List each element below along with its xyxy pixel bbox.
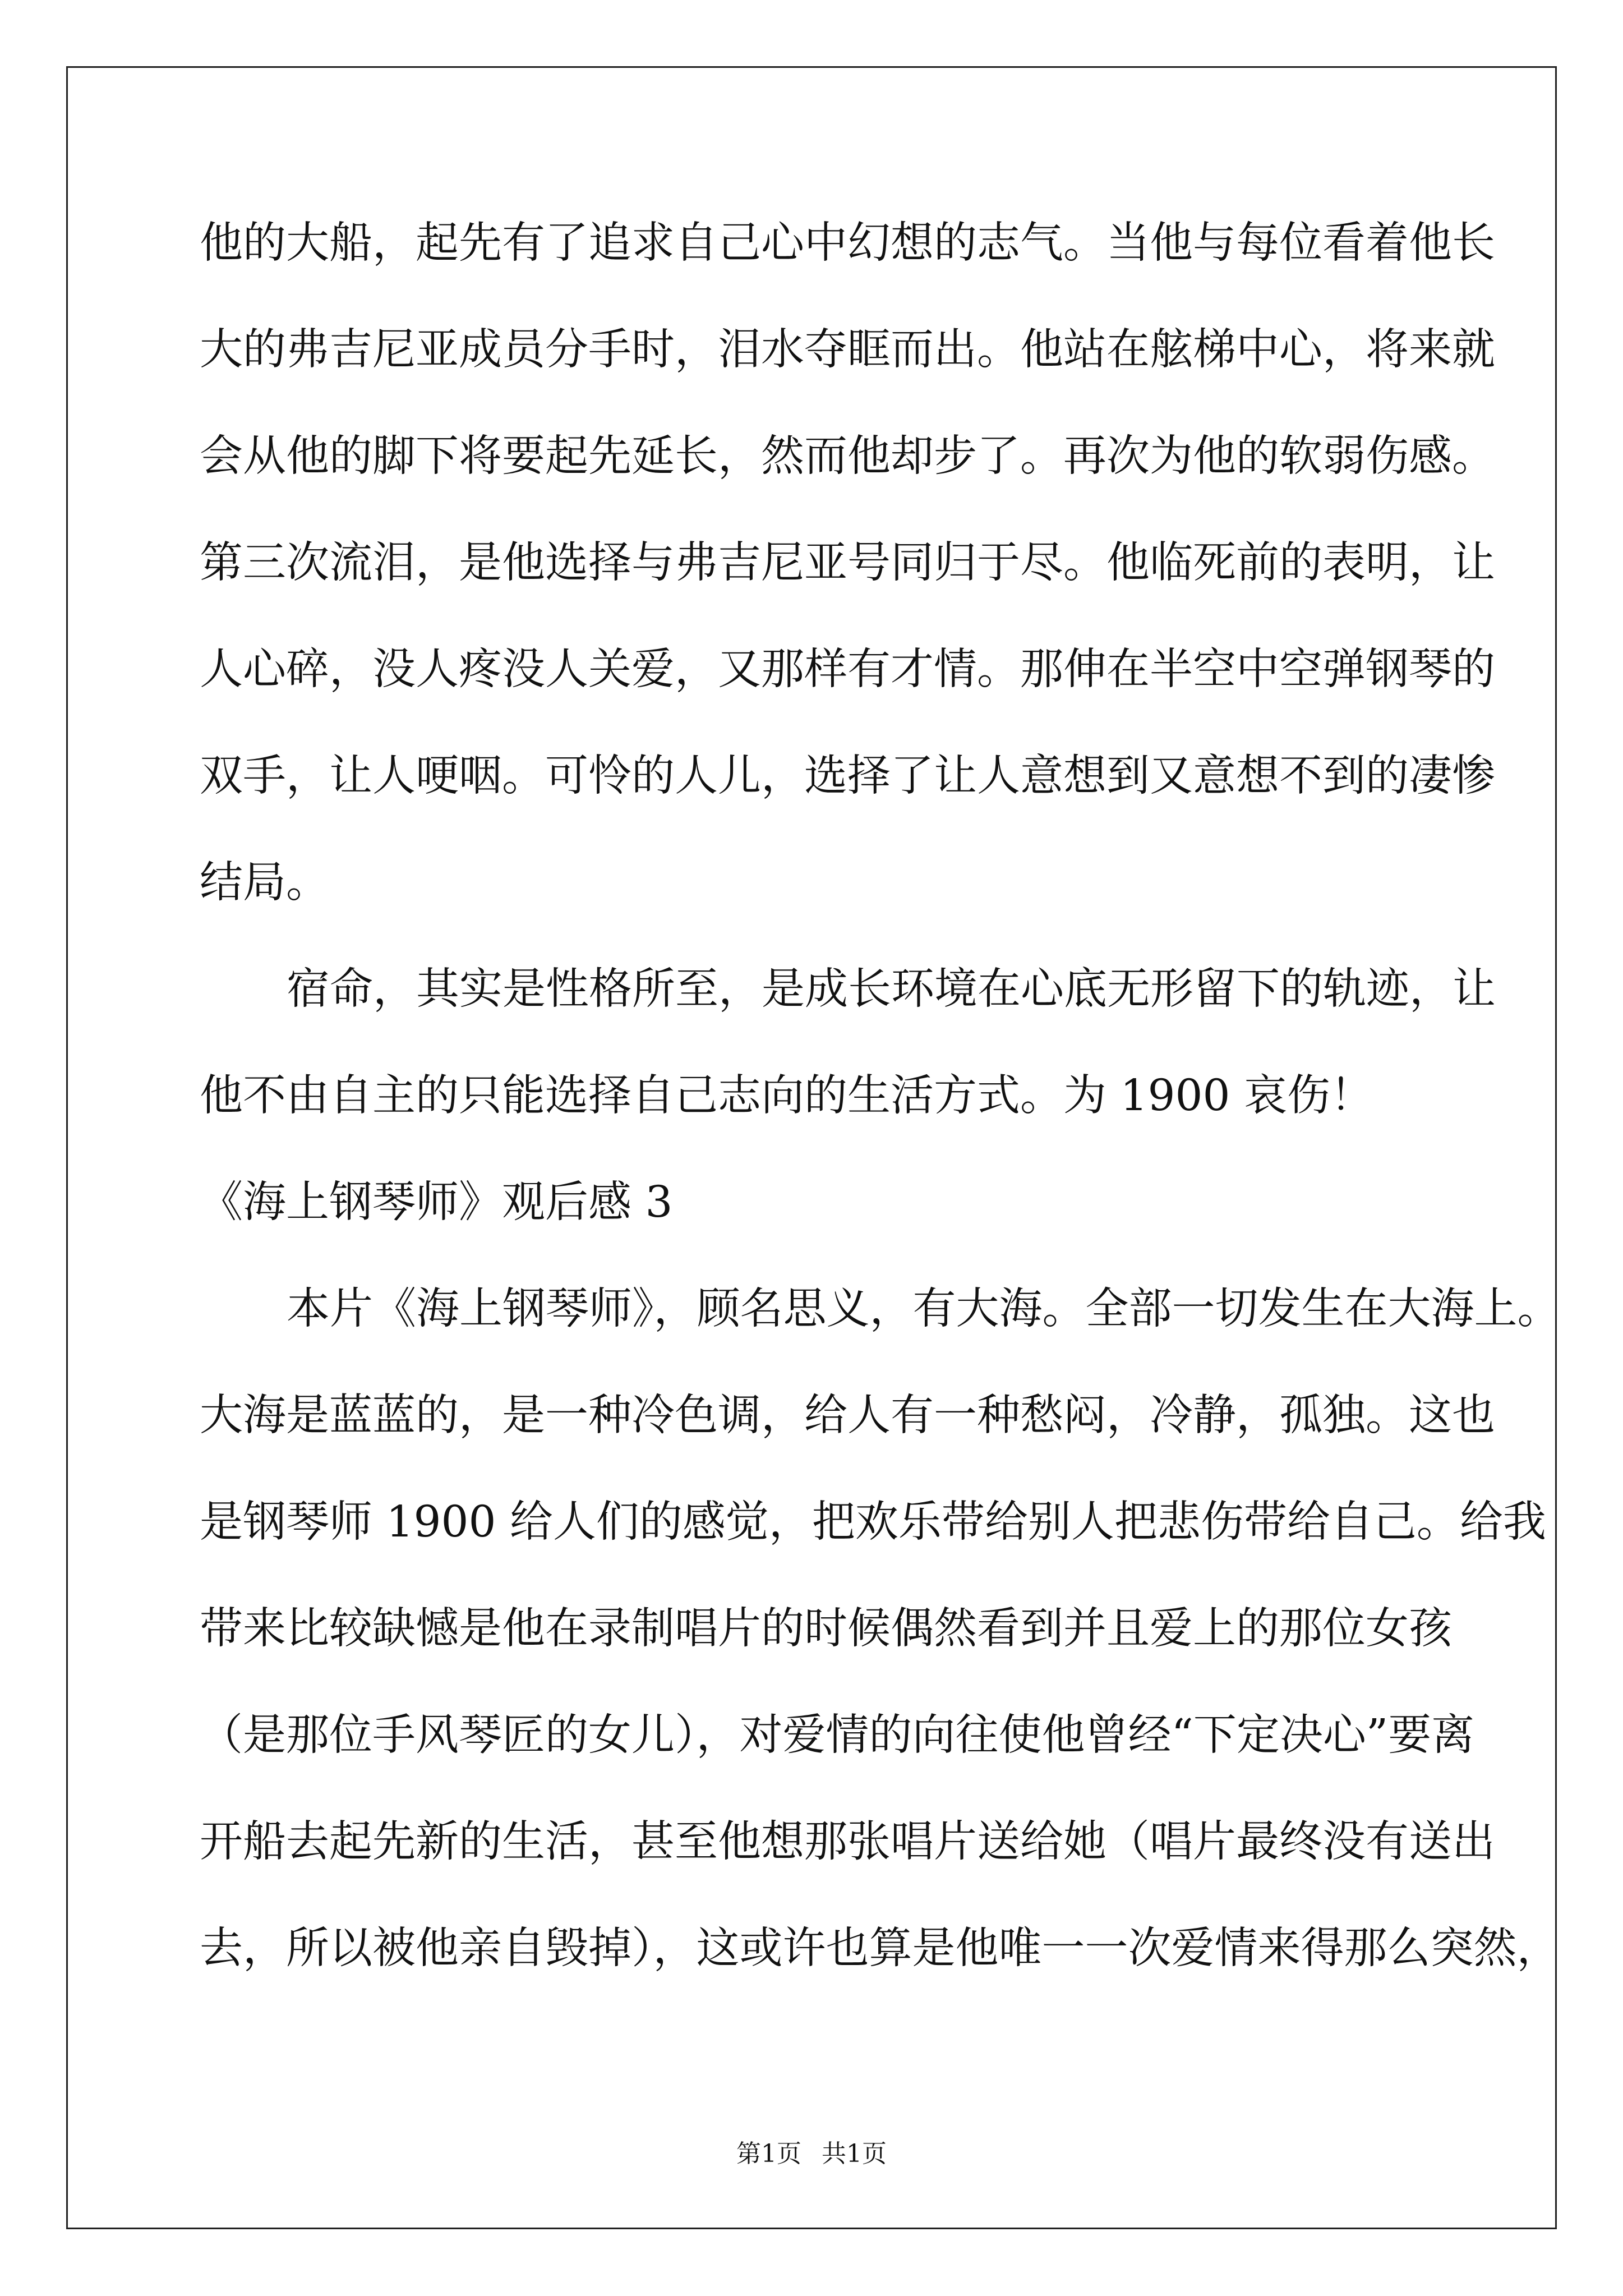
text-line: 第三次流泪，是他选择与弗吉尼亚号同归于尽。他临死前的表明，让: [200, 538, 1495, 588]
text-line: 开船去起先新的生活，甚至他想那张唱片送给她（唱片最终没有送出: [200, 1817, 1495, 1867]
text-line: 大海是蓝蓝的，是一种冷色调，给人有一种愁闷，冷静，孤独。这也: [200, 1391, 1495, 1441]
text-line: 他的大船，起先有了追求自己心中幻想的志气。当他与每位看着他长: [200, 218, 1495, 268]
text-line: 宿命，其实是性格所至，是成长环境在心底无形留下的轨迹，让: [287, 964, 1496, 1014]
text-line: 人心碎，没人疼没人关爱，又那样有才情。那伸在半空中空弹钢琴的: [200, 645, 1495, 694]
text-line: 带来比较缺憾是他在录制唱片的时候偶然看到并且爱上的那位女孩: [200, 1604, 1452, 1654]
text-line: 他不由自主的只能选择自己志向的生活方式。为 1900 哀伤！: [200, 1071, 1373, 1121]
text-line: 本片《海上钢琴师》，顾名思义，有大海。全部一切发生在大海上。: [287, 1284, 1561, 1334]
text-line: 会从他的脚下将要起先延长，然而他却步了。再次为他的软弱伤感。: [200, 431, 1495, 481]
page-footer: [0, 2138, 1623, 2170]
page-border: [66, 66, 1561, 2229]
text-line: （是那位手风琴匠的女儿），对爱情的向往使他曾经“下定决心”要离: [200, 1710, 1475, 1760]
text-line: 去，所以被他亲自毁掉），这或许也算是他唯一一次爱情来得那么突然，: [200, 1924, 1560, 1973]
page-total: 共1页: [822, 2139, 887, 2168]
text-line: 双手，让人哽咽。可怜的人儿，选择了让人意想到又意想不到的凄惨: [200, 751, 1495, 801]
section-heading: 《海上钢琴师》观后感 3: [200, 1177, 673, 1227]
text-line: 大的弗吉尼亚成员分手时，泪水夺眶而出。他站在舷梯中心，将来就: [200, 325, 1495, 375]
text-line: 结局。: [200, 858, 329, 908]
text-line: 是钢琴师 1900 给人们的感觉，把欢乐带给别人把悲伤带给自己。给我: [200, 1497, 1546, 1547]
page-number: 第1页: [736, 2139, 801, 2168]
